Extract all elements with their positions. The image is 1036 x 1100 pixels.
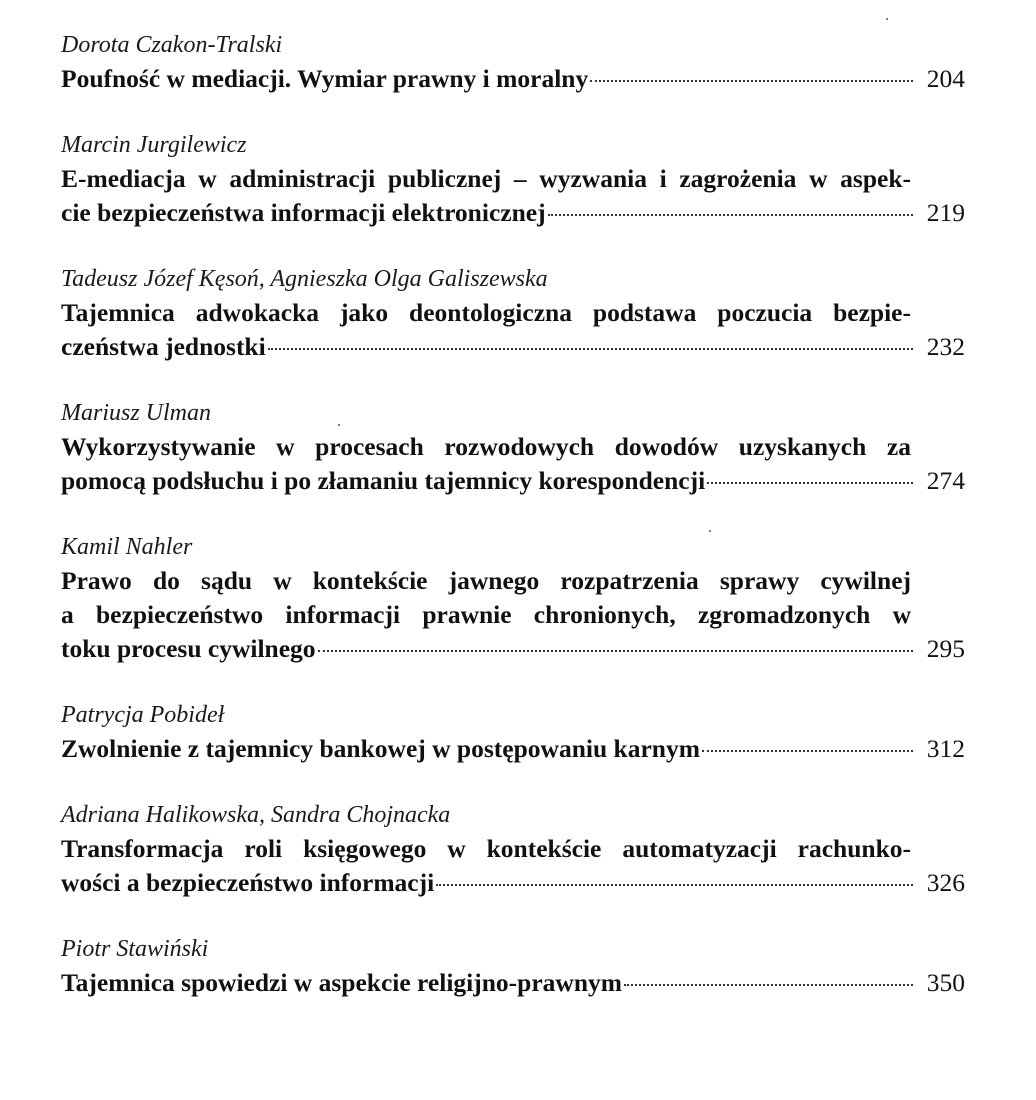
dot-leader (268, 348, 913, 350)
entry-page-number: 326 (926, 868, 965, 897)
entry-title-text: Poufność w mediacji. Wymiar prawny i moralny (61, 64, 589, 93)
entry-title-line: Tajemnica adwokacka jako deontologiczna podstawa poczucia bezpie- (61, 298, 911, 327)
entry-author: Adriana Halikowska, Sandra Chojnacka (61, 802, 451, 828)
entry-page-number: 350 (926, 968, 965, 997)
entry-title-text: wości a bezpieczeństwo informacji (61, 868, 435, 897)
entry-title-last-line (61, 196, 965, 230)
toc-entry (61, 128, 965, 230)
toc-entry (61, 396, 965, 498)
scan-speck (338, 424, 340, 426)
entry-author: Tadeusz Józef Kęsoń, Agnieszka Olga Galiszewska (61, 266, 548, 292)
entry-page-number: 312 (926, 734, 965, 763)
toc-entry (61, 28, 965, 96)
scan-speck (709, 530, 711, 532)
entry-title-last-line (61, 330, 965, 364)
entry-title-line: a bezpieczeństwo informacji prawnie chronionych, zgromadzonych w (61, 600, 911, 629)
dot-leader (590, 80, 913, 82)
entry-author: Piotr Stawiński (61, 936, 209, 962)
entry-author: Kamil Nahler (61, 534, 193, 560)
entry-title-text: Zwolnienie z tajemnicy bankowej w postępowaniu karnym (61, 734, 700, 763)
entry-page-number: 219 (926, 198, 965, 227)
scan-speck (886, 18, 888, 20)
entry-title-last-line (61, 866, 965, 900)
entry-title-last-line (61, 62, 965, 96)
entry-title-text: czeństwa jednostki (61, 332, 266, 361)
entry-title-text: Tajemnica spowiedzi w aspekcie religijno-prawnym (61, 968, 622, 997)
entry-page-number: 274 (926, 466, 965, 495)
entry-author: Dorota Czakon-Tralski (61, 32, 283, 58)
entry-page-number: 295 (926, 634, 965, 663)
dot-leader (436, 884, 913, 886)
entry-title-line: E-mediacja w administracji publicznej – wyzwania i zagrożenia w aspek- (61, 164, 911, 193)
toc-entry (61, 698, 965, 766)
entry-title-line: Transformacja roli księgowego w kontekście automatyzacji rachunko- (61, 834, 911, 863)
entry-author: Mariusz Ulman (61, 400, 212, 426)
entry-title-line: Wykorzystywanie w procesach rozwodowych dowodów uzyskanych za (61, 432, 911, 461)
dot-leader (318, 650, 913, 652)
dot-leader (702, 750, 913, 752)
table-of-contents (61, 28, 965, 1032)
dot-leader (548, 214, 913, 216)
entry-title-last-line (61, 966, 965, 1000)
entry-title-last-line (61, 732, 965, 766)
entry-title-text: pomocą podsłuchu i po złamaniu tajemnicy korespondencji (61, 466, 706, 495)
entry-title-text: toku procesu cywilnego (61, 634, 316, 663)
entry-title-line: Prawo do sądu w kontekście jawnego rozpatrzenia sprawy cywilnej (61, 566, 911, 595)
entry-page-number: 232 (926, 332, 965, 361)
dot-leader (707, 482, 913, 484)
toc-entry (61, 262, 965, 364)
toc-entry (61, 932, 965, 1000)
entry-title-last-line (61, 632, 965, 666)
entry-title-text: cie bezpieczeństwa informacji elektronicznej (61, 198, 546, 227)
toc-entry (61, 798, 965, 900)
entry-title-last-line (61, 464, 965, 498)
dot-leader (624, 984, 913, 986)
toc-entry (61, 530, 965, 666)
entry-author: Marcin Jurgilewicz (61, 132, 247, 158)
entry-page-number: 204 (926, 64, 965, 93)
entry-author: Patrycja Pobideł (61, 702, 225, 728)
